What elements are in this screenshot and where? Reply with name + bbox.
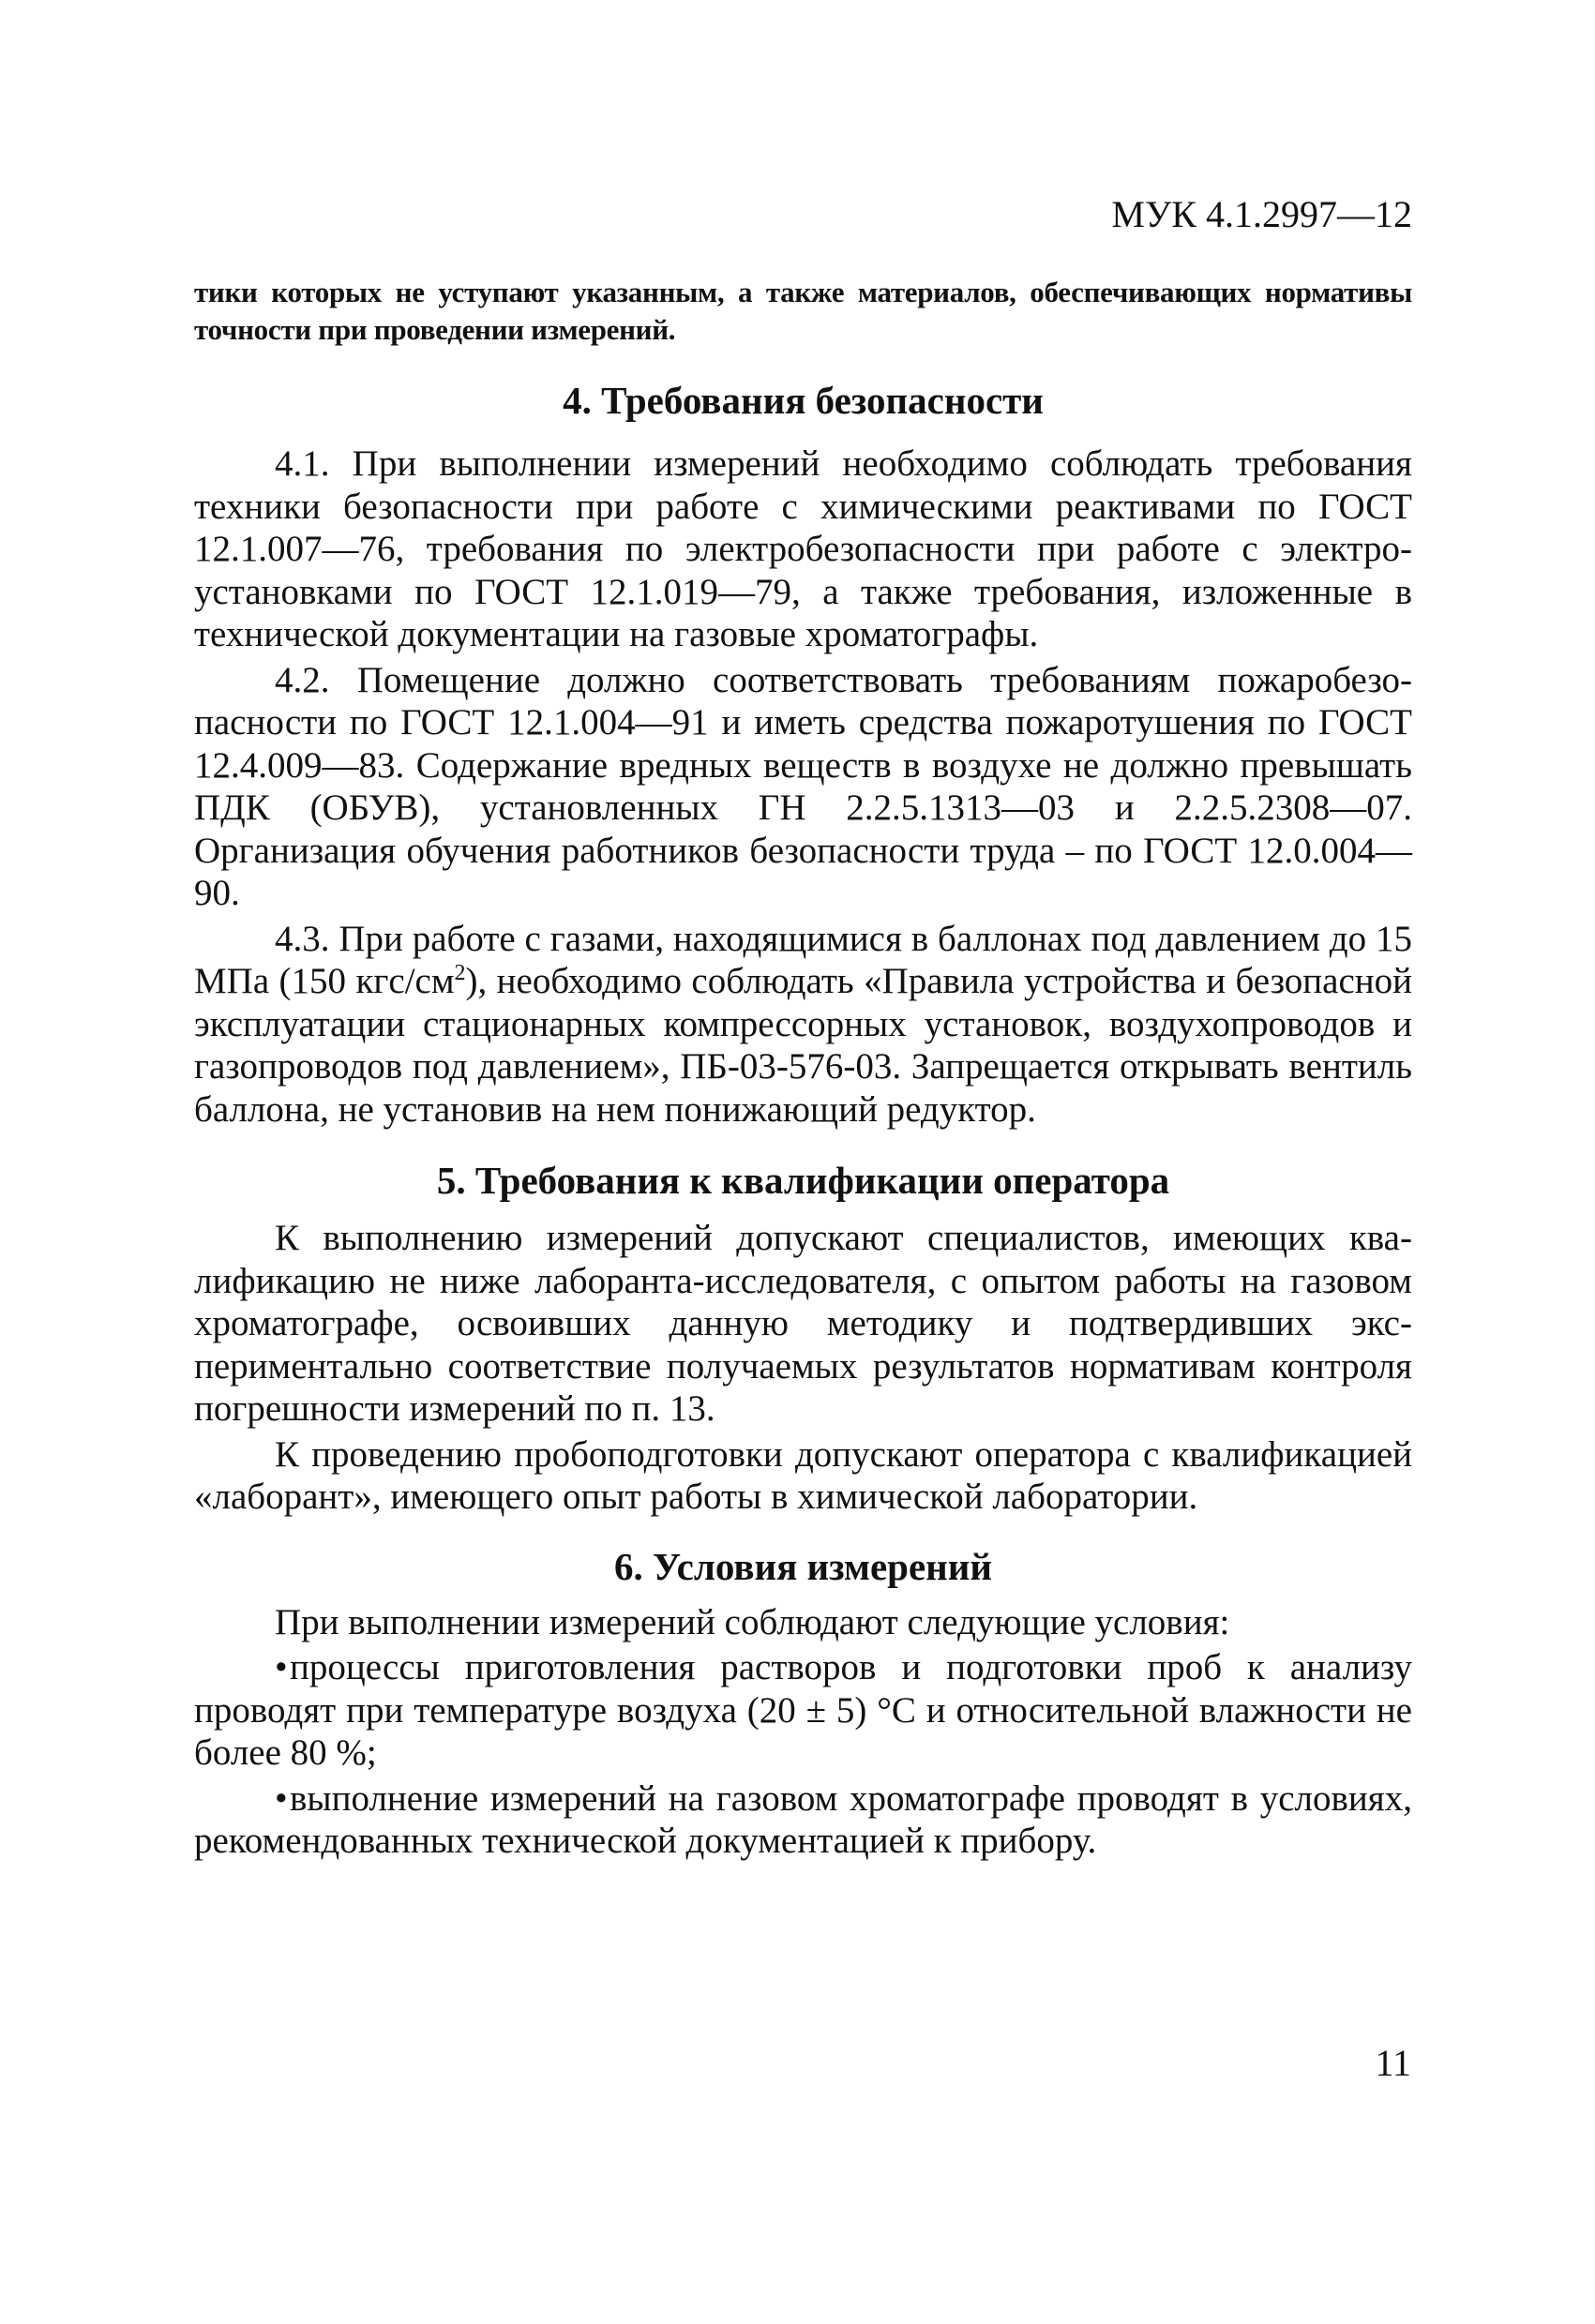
list-item xyxy=(194,1646,1412,1775)
page-number: 11 xyxy=(1375,2042,1411,2084)
document-code: МУК 4.1.2997—12 xyxy=(1111,193,1412,235)
bullet-icon: • xyxy=(275,1777,288,1819)
paragraph-5-1: К выполнению измерений допускают специалистов, имеющих квалификацию не ниже лаборанта-исследователя, с опытом работы на газовом хроматографе, освоивших данную методику и подтвердивших экспериментально соответствие получаемых результатов нормативам контроля погрешности измерений по п. 13. xyxy=(194,1218,1412,1429)
paragraph-4-3-part-a: 4.3. При работе с газами, находящимися в баллонах под давлением до 15 МПа (150 кгс/см xyxy=(194,918,1412,1001)
paragraph-5-2: К проведению пробоподготовки допускают оператора с квалификацией «лаборант», имеющего опыт работы в химической лаборатории. xyxy=(194,1433,1412,1517)
superscript-square: 2 xyxy=(454,961,466,985)
section-4-heading: 4. Требования безопасности xyxy=(563,379,1044,422)
list-item xyxy=(194,1777,1412,1863)
list-item-text: процессы приготовления растворов и подготовки проб к анализу проводят при температуре воздуха (20 ± 5) °С и относительной влажности не более 80 %; xyxy=(194,1647,1412,1773)
continuation-paragraph: тики которых не уступают указанным, а также материалов, обеспечивающих нормативы точности при проведении измерений. xyxy=(194,276,1412,346)
paragraph-6-intro: При выполнении измерений соблюдают следующие условия: xyxy=(275,1601,1230,1642)
bullet-icon: • xyxy=(275,1647,288,1687)
section-6-heading: 6. Условия измерений xyxy=(613,1544,993,1588)
page-content xyxy=(194,274,1412,1863)
paragraph-4-3-part-b: ), необходимо соблюдать «Правила устройства и безопасной эксплуатации стационарных компрессорных установок, воздухопроводов и газопроводов под давлением», ПБ-03-576-03. Запрещается открывать вентиль баллона, не установив на нем понижающий редуктор. xyxy=(194,961,1412,1130)
paragraph-4-2: 4.2. Помещение должно соответствовать требованиям пожаробезопасности по ГОСТ 12.1.004—91 и иметь средства пожаротушения по ГОСТ 12.4.009—83. Содержание вредных веществ в воздухе не должно превышать ПДК (ОБУВ), установленных ГН 2.2.5.1313—03 и 2.2.5.2308—07. Организация обучения работников безопасности труда – по ГОСТ 12.0.004—90. xyxy=(194,659,1412,913)
list-item-text: выполнение измерений на газовом хроматографе проводят в условиях, рекомендованных технической документацией к прибору. xyxy=(194,1777,1412,1861)
section-5-heading: 5. Требования к квалификации оператора xyxy=(436,1159,1170,1202)
paragraph-4-3 xyxy=(194,918,1412,1132)
paragraph-4-1: 4.1. При выполнении измерений необходимо соблюдать требования техники безопасности при работе с химическими реактивами по ГОСТ 12.1.007—76, требования по электробезопасности при работе с электроустановками по ГОСТ 12.1.019—79, а также требования, изложенные в технической документации на газовые хроматографы. xyxy=(194,443,1412,654)
